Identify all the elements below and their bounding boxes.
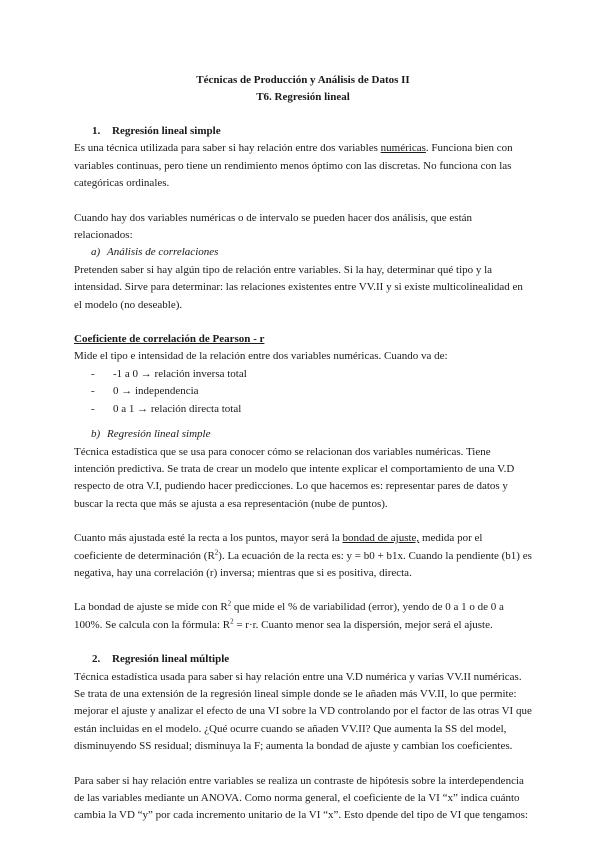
list-item [91, 383, 532, 400]
list-dash: - [91, 385, 95, 398]
section-1-paragraph-7 [74, 599, 532, 634]
section-1-paragraph-6 [74, 530, 532, 582]
document-title: Técnicas de Producción y Análisis de Datos II [196, 74, 410, 86]
section-1-paragraph-4: Mide el tipo e intensidad de la relación entre dos variables numéricas. Cuando va de: [74, 350, 448, 363]
section-2-number: 2. [92, 653, 101, 666]
subsection-a-label: a) [91, 246, 101, 259]
subsection-b-heading [74, 426, 532, 443]
underlined-term: bondad de ajuste, [342, 532, 420, 545]
text-run: ). La ecuación de la recta es: y = b0 + b1x. Cuando la pendiente (b1) es negativa, hay una correlación (r) inversa; mientras que si es positiva, directa. [74, 549, 532, 579]
subsection-a-title: Análisis de correlaciones [107, 246, 219, 259]
subsection-b-title: Regresión lineal simple [107, 428, 211, 441]
list-item [91, 366, 532, 383]
document-subtitle: T6. Regresión lineal [256, 91, 350, 103]
list-dash: - [91, 402, 95, 415]
correlation-range-list [74, 366, 532, 418]
list-item [91, 401, 532, 418]
text-run: . Funciona bien con variables continuas, pero tiene un rendimiento menos óptimo con las discretas. No funciona con las categóricas ordinales. [74, 142, 513, 190]
text-run: que mide el % de variabilidad (error), yendo de 0 a 1 o de 0 a 100%. Se calcula con la fórmula: R [74, 601, 504, 631]
list-item-text: 0 → independencia [113, 385, 199, 398]
list-dash: - [91, 367, 95, 380]
section-1-paragraph-1 [74, 140, 532, 192]
document-page [74, 72, 532, 825]
text-run: Cuanto más ajustada esté la recta a los puntos, mayor será la [74, 532, 343, 545]
superscript: 2 [227, 599, 232, 608]
text-run: medida por el coeficiente de determinación (R [74, 532, 483, 562]
section-2-paragraph-1: Técnica estadística usada para saber si hay relación entre una V.D numérica y varias VV.II numéricas. Se trata de una extensión de la regresión lineal simple donde se le añaden más VV.II, lo que permite: mejorar el ajuste y analizar el efecto de una VI sobre la VD controlando por el factor de las otras VI que están incluidas en el modelo. ¿Qué ocurre cuando se añaden VV.II? Que aumenta la SS del model, disminuyendo SS residual; disminuya la F; aumenta la bondad de ajuste y cambian los coeficientes. [74, 670, 532, 753]
section-2-heading [74, 651, 532, 668]
subsection-b-label: b) [91, 428, 101, 441]
section-1-paragraph-2: Cuando hay dos variables numéricas o de intervalo se pueden hacer dos análisis, que están relacionados: [74, 211, 473, 242]
pearson-heading: Coeficiente de correlación de Pearson - r [74, 333, 265, 346]
list-item-text: 0 a 1 → relación directa total [113, 402, 242, 415]
list-item-text: -1 a 0 → relación inversa total [113, 367, 247, 380]
section-1-title: Regresión lineal simple [112, 125, 221, 137]
text-run: Es una técnica utilizada para saber si hay relación entre dos variables [74, 142, 381, 155]
superscript: 2 [214, 547, 219, 556]
section-1-number: 1. [92, 125, 101, 137]
superscript: 2 [230, 617, 234, 626]
subsection-a-heading [74, 244, 532, 261]
section-1-paragraph-5: Técnica estadística que se usa para conocer cómo se relacionan dos variables numéricas. Tiene intención predictiva. Se trata de crear un modelo que intente explicar el comportamiento de una V.D respecto de otra V.I, pudiendo hacer predicciones. Lo que hacemos es: representar pares de datos y buscar la recta que más se ajusta a esa representación (nube de puntos). [74, 445, 515, 510]
section-1-paragraph-3: Pretenden saber si hay algún tipo de relación entre variables. Si la hay, determinar qué tipo y la intensidad. Sirve para determinar: las relaciones existentes entre VV.II y si existe multicolinealidad en el modelo (no deseable). [74, 263, 523, 311]
section-1-heading [74, 123, 532, 140]
underlined-term: numéricas [380, 142, 426, 155]
text-run: = r·r. Cuanto menor sea la dispersión, mejor será el ajuste. [233, 618, 493, 631]
section-2-title: Regresión lineal múltiple [112, 653, 230, 666]
text-run: La bondad de ajuste se mide con R [74, 601, 228, 614]
section-2-paragraph-2: Para saber si hay relación entre variables se realiza un contraste de hipótesis sobre la interdependencia de las variables mediante un ANOVA. Como norma general, el coeficiente de la VI “x” indica cuánto cambia la VD “y” por cada incremento unitario de la VI “x”. Esto dpende del tipo de VI que tengamos: [74, 774, 528, 822]
